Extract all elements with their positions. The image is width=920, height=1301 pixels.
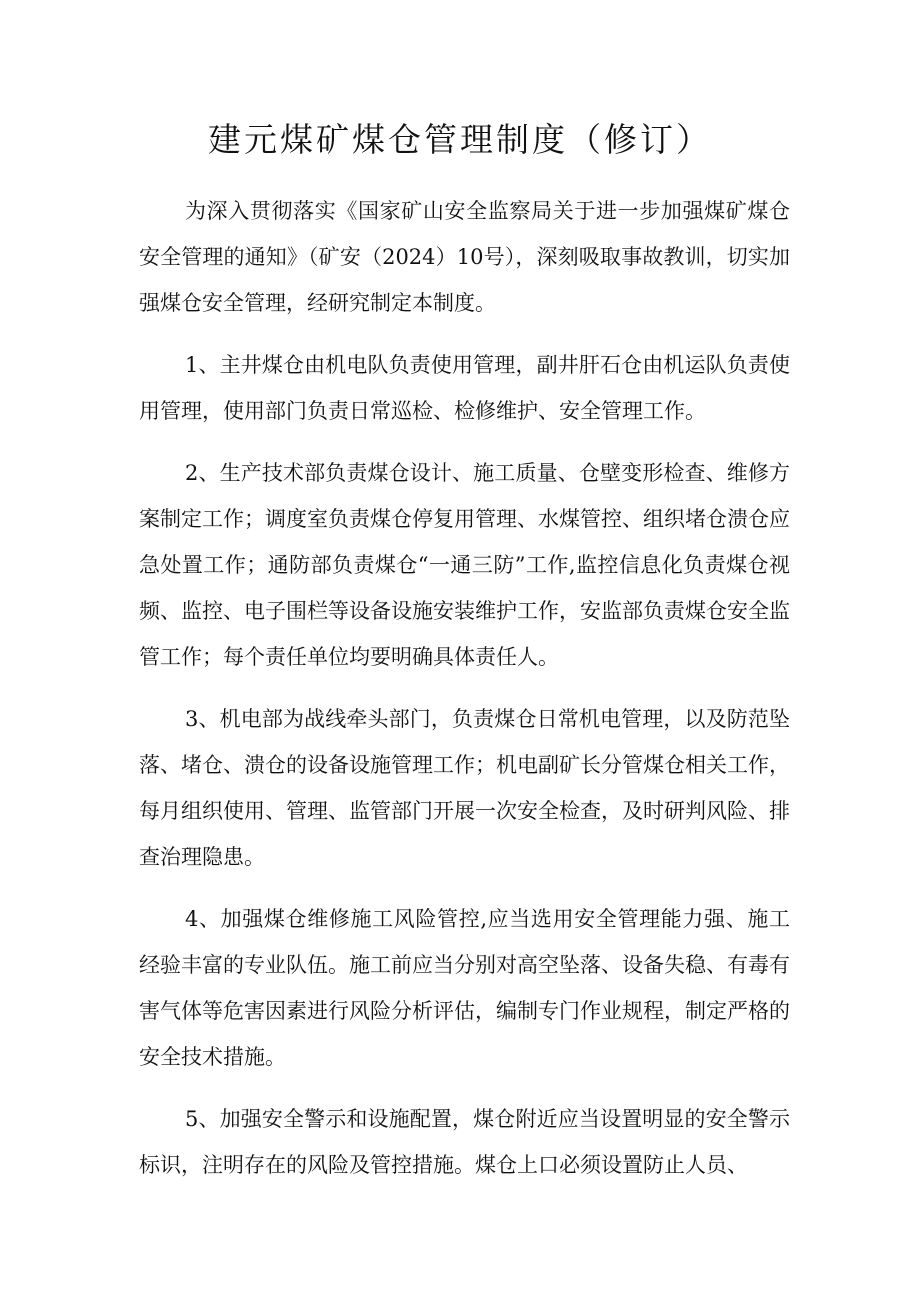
clause-5-paragraph: 5、加强安全警示和设施配置，煤仓附近应当设置明显的安全警示标识，注明存在的风险及管控措施。煤仓上口必须设置防止人员、 (139, 1107, 790, 1177)
clause-1-paragraph: 1、主井煤仓由机电队负责使用管理，副井肝石仓由机运队负责使用管理，使用部门负责日常巡检、检修维护、安全管理工作。 (139, 353, 790, 423)
clause-3-paragraph: 3、机电部为战线牵头部门，负责煤仓日常机电管理，以及防范坠落、堵仓、溃仓的设备设施管理工作；机电副矿长分管煤仓相关工作，每月组织使用、管理、监管部门开展一次安全检查，及时研判风险、排查治理隐患。 (139, 707, 790, 869)
document-title: 建元煤矿煤仓管理制度（修订） (208, 120, 712, 159)
intro-paragraph: 为深入贯彻落实《国家矿山安全监察局关于进一步加强煤矿煤仓安全管理的通知》（矿安（2024）10号），深刻吸取事故教训，切实加强煤仓安全管理，经研究制定本制度。 (139, 199, 790, 315)
document-body (139, 188, 790, 1204)
clause-2-paragraph: 2、生产技术部负责煤仓设计、施工质量、仓壁变形检查、维修方案制定工作；调度室负责煤仓停复用管理、水煤管控、组织堵仓溃仓应急处置工作；通防部负责煤仓“一通三防”工作,监控信息化负责煤仓视频、监控、电子围栏等设备设施安装维护工作，安监部负责煤仓安全监管工作；每个责任单位均要明确具体责任人。 (139, 461, 790, 669)
clause-4-paragraph: 4、加强煤仓维修施工风险管控,应当选用安全管理能力强、施工经验丰富的专业队伍。施工前应当分别对高空坠落、设备失稳、有毒有害气体等危害因素进行风险分析评估，编制专门作业规程，制定严格的安全技术措施。 (139, 907, 790, 1069)
